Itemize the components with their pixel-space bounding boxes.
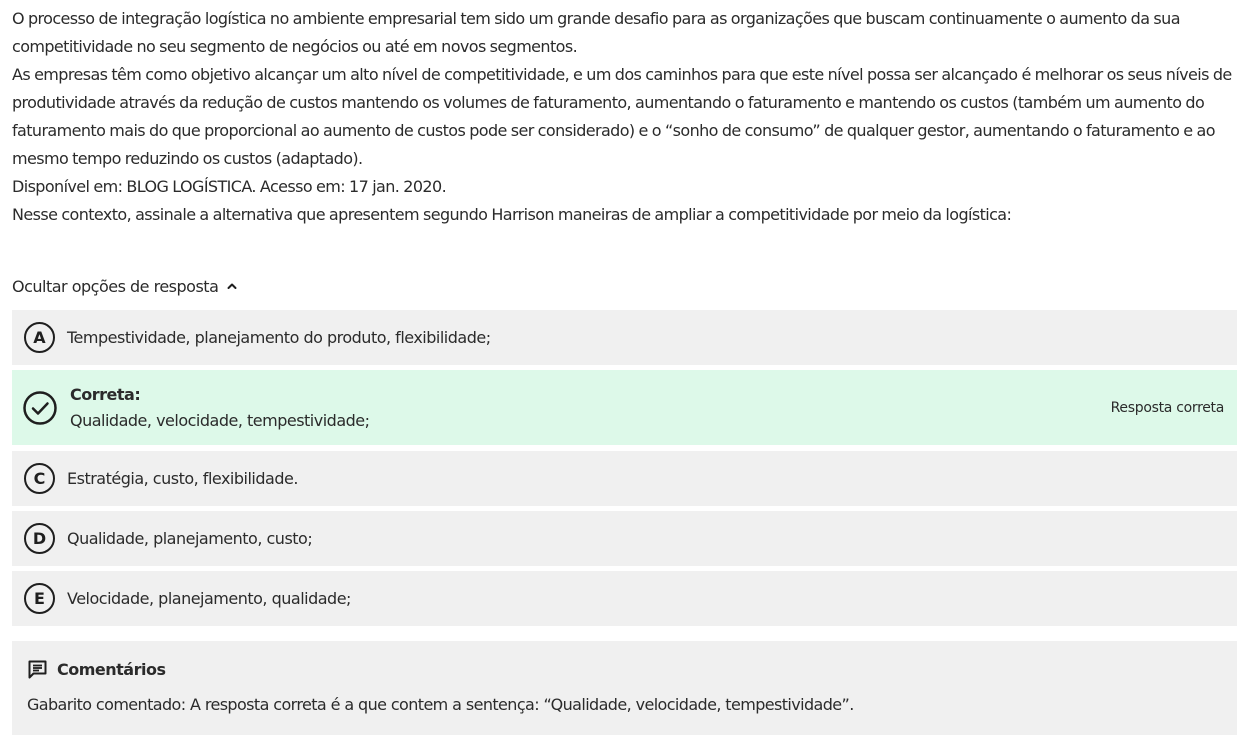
option-e[interactable] [12,571,1237,626]
correct-answer-note: Resposta correta [1110,399,1224,416]
option-letter-badge: E [24,583,55,614]
option-text: Tempestividade, planejamento do produto, flexibilidade; [67,328,491,347]
chevron-up-icon [226,280,238,292]
comment-icon [27,659,48,680]
hide-options-label: Ocultar opções de resposta [12,276,219,296]
option-a[interactable] [12,310,1237,365]
option-letter-badge: A [24,322,55,353]
option-d[interactable] [12,511,1237,566]
option-letter-badge: C [24,463,55,494]
question-paragraph: As empresas têm como objetivo alcançar um alto nível de competitividade, e um dos caminhos para que este nível possa ser alcançado é melhorar os seus níveis de produtividade através da redução de custos mantendo os volumes de faturamento, aumentando o faturamento e mantendo os custos (também um aumento do faturamento mais do que proporcional ao aumento de custos pode ser considerado) e o “sonho de consumo” de qualquer gestor, aumentando o faturamento e ao mesmo tempo reduzindo os custos (adaptado). [12,65,1232,168]
comments-header [27,655,1222,683]
hide-options-toggle[interactable] [12,272,238,300]
option-text: Qualidade, planejamento, custo; [67,529,313,548]
comments-text: Gabarito comentado: A resposta correta é a que contem a sentença: “Qualidade, velocidade, tempestividade”. [27,695,854,714]
option-b-correct[interactable] [12,370,1237,445]
option-text: Velocidade, planejamento, qualidade; [67,589,351,608]
correct-label: Correta: [70,384,141,404]
option-text: Qualidade, velocidade, tempestividade; [70,410,370,430]
question-paragraph: O processo de integração logística no ambiente empresarial tem sido um grande desafio para as organizações que buscam continuamente o aumento da sua competitividade no seu segmento de negócios ou até em novos segmentos. [12,9,1180,56]
question-source: Disponível em: BLOG LOGÍSTICA. Acesso em: 17 jan. 2020. [12,177,447,196]
option-text: Estratégia, custo, flexibilidade. [67,469,298,488]
check-circle-icon [22,390,58,426]
option-letter-badge: D [24,523,55,554]
comments-title: Comentários [57,659,166,679]
option-c[interactable] [12,451,1237,506]
comments-panel [12,641,1237,735]
question-statement [12,5,1240,229]
question-prompt: Nesse contexto, assinale a alternativa que apresentem segundo Harrison maneiras de ampliar a competitividade por meio da logística: [12,205,1012,224]
